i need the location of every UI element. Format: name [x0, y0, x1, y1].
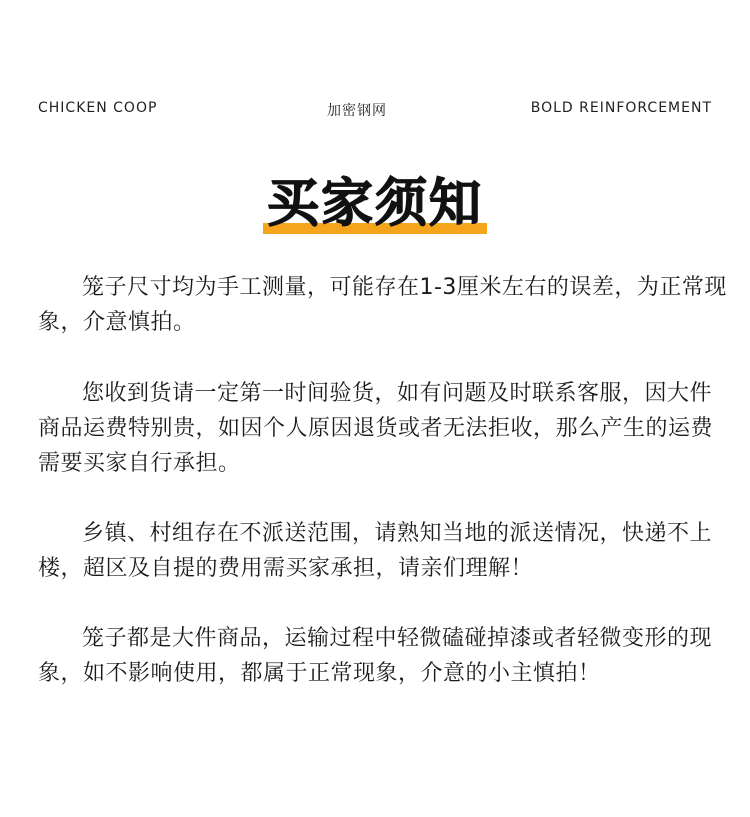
notice-text-4: 笼子都是大件商品，运输过程中轻微磕碰掉漆或者轻微变形的现象，如不影响使用，都属于正常现象，介意的小主慎拍！ [38, 626, 713, 686]
notice-text-1: 笼子尺寸均为手工测量，可能存在1-3厘米左右的误差，为正常现象，介意慎拍。 [38, 275, 727, 335]
page-title: 买家须知 [266, 174, 483, 234]
notice-text-3: 乡镇、村组存在不派送范围，请熟知当地的派送情况，快递不上楼，超区及自提的费用需买家承担，请亲们理解！ [38, 521, 713, 581]
notice-text-2: 您收到货请一定第一时间验货，如有问题及时联系客服，因大件商品运费特别贵，如因个人原因退货或者无法拒收，那么产生的运费需要买家自行承担。 [38, 381, 714, 476]
notice-paragraph-2 [38, 376, 728, 481]
title-box [263, 172, 487, 236]
header-left-text: CHICKEN COOP [38, 100, 158, 116]
header-center-text: 加密钢网 [327, 103, 387, 119]
title-section [0, 172, 750, 236]
notice-paragraph-1 [38, 270, 728, 340]
notice-paragraph-4 [38, 621, 728, 691]
notice-paragraph-3 [38, 516, 728, 586]
header-right-text: BOLD REINFORCEMENT [530, 100, 712, 116]
